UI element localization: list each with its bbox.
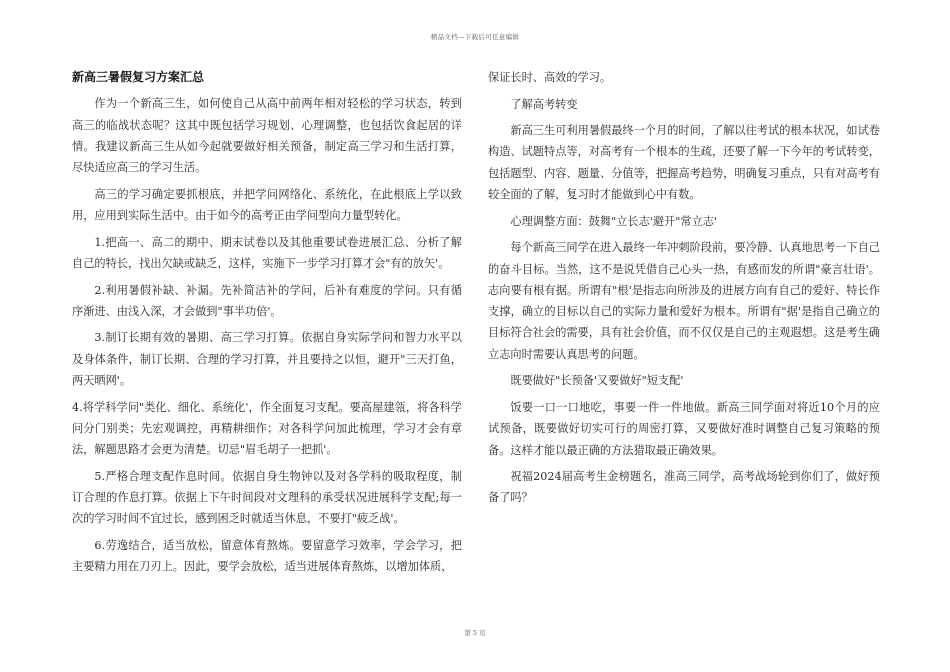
right-paragraph-7: 饭要一口一口地吃，事要一件一件地做。新高三同学面对将近10个月的应试预备，既要做好切实可行的周密打算，又要做好准时调整自己复习策略的预备。这样才能以最正确的方法猎取最正确效果。 (488, 400, 880, 457)
right-paragraph-5: 每个新高三同学在进入最终一年冲刺阶段前，要冷静、认真地思考一下自己的奋斗目标。当然，这不是说凭借自己心头一热，有感而发的所谓"豪言壮语'。志向要有根有据。所谓有"根'是指志向所涉及的进展方向有自己的爱好、特长作支撑，确立的目标以自己的实际力量和爱好为根本。所谓有"据'是指自己确立的目标符合社会的需要，具有社会价值，而不仅仅是自己的主观遐想。这是考生确立志向时需要认真思考的问题。 (488, 241, 880, 361)
left-paragraph-8: 6.劳逸结合，适当放松，留意体育熬炼。要留意学习效率，学会学习，把主要精力用在刀刃上。因此，要学会放松，适当进展体育熬炼，以增加体质， (72, 539, 462, 574)
left-paragraph-4: 2.利用暑假补缺、补漏。先补简洁补的学问，后补有难度的学问。只有循序渐进、由浅入深，才会做到"事半功倍'。 (72, 283, 462, 318)
left-paragraph-2: 高三的学习确定要抓根底，并把学问网络化、系统化，在此根底上学以致用，应用到实际生活中。由于如今的高考正由学问型向力量型转化。 (72, 187, 462, 223)
right-column (488, 67, 880, 514)
right-paragraph-4: 心理调整方面：鼓舞"立长志'避开"常立志' (510, 214, 718, 228)
left-column (72, 67, 462, 583)
left-paragraph-7: 5.严格合理支配作息时间。依据自身生物钟以及对各学科的吸取程度，制订合理的作息打算。依据上下午时间段对文理科的承受状况进展科学支配;每一次的学习时间不宜过长，感到困乏时就适当休息，不要打"疲乏战'。 (72, 469, 462, 526)
right-paragraph-6: 既要做好"长预备'又要做好"短支配' (510, 374, 684, 388)
left-paragraph-5: 3.制订长期有效的暑期、高三学习打算。依据自身实际学问和智力水平以及身体条件，制订长期、合理的学习打算，并且要持之以恒，避开"三天打鱼，两天晒网'。 (72, 331, 462, 388)
document-title: 新高三暑假复习方案汇总 (72, 70, 205, 84)
page-header: 精品文档—下载后可任意编辑 (430, 33, 520, 41)
left-paragraph-1: 作为一个新高三生，如何使自己从高中前两年相对轻松的学习状态，转到高三的临战状态呢？这其中既包括学习规划、心理调整，也包括饮食起居的详情。我建议新高三生从如今起就要做好相关预备，制定高三学习和生活打算，尽快适应高三的学习生活。 (72, 97, 462, 175)
left-paragraph-3: 1.把高一、高二的期中、期末试卷以及其他重要试卷进展汇总、分析了解自己的特长，找出欠缺或缺乏，这样，实施下一步学习打算才会"有的放矢'。 (72, 235, 462, 270)
page-number: 第 5 页 (464, 629, 486, 637)
right-paragraph-3: 新高三生可利用暑假最终一个月的时间，了解以往考试的根本状况，如试卷构造、试题特点等，对高考有一个根本的生疏，还要了解一下今年的考试转变，包括题型、内容、题量、分值等，把握高考趋势，明确复习重点，只有对高考有较全面的了解，复习时才能做到心中有数。 (488, 124, 880, 202)
right-paragraph-1: 保证长时、高效的学习。 (488, 71, 612, 84)
right-paragraph-2: 了解高考转变 (510, 97, 578, 111)
left-paragraph-6: 4.将学科学问"类化、细化、系统化'，作全面复习支配。要高屋建瓴，将各科学问分门别类；先宏观调控，再精耕细作；对各科学问加此梳理，学习才会有章法，解题思路才会更为清楚。切忌"眉毛胡子一把抓'。 (72, 400, 462, 457)
right-paragraph-8: 祝福2024届高考生金榜题名，准高三同学，高考战场轮到你们了，做好预备了吗？ (488, 470, 880, 505)
